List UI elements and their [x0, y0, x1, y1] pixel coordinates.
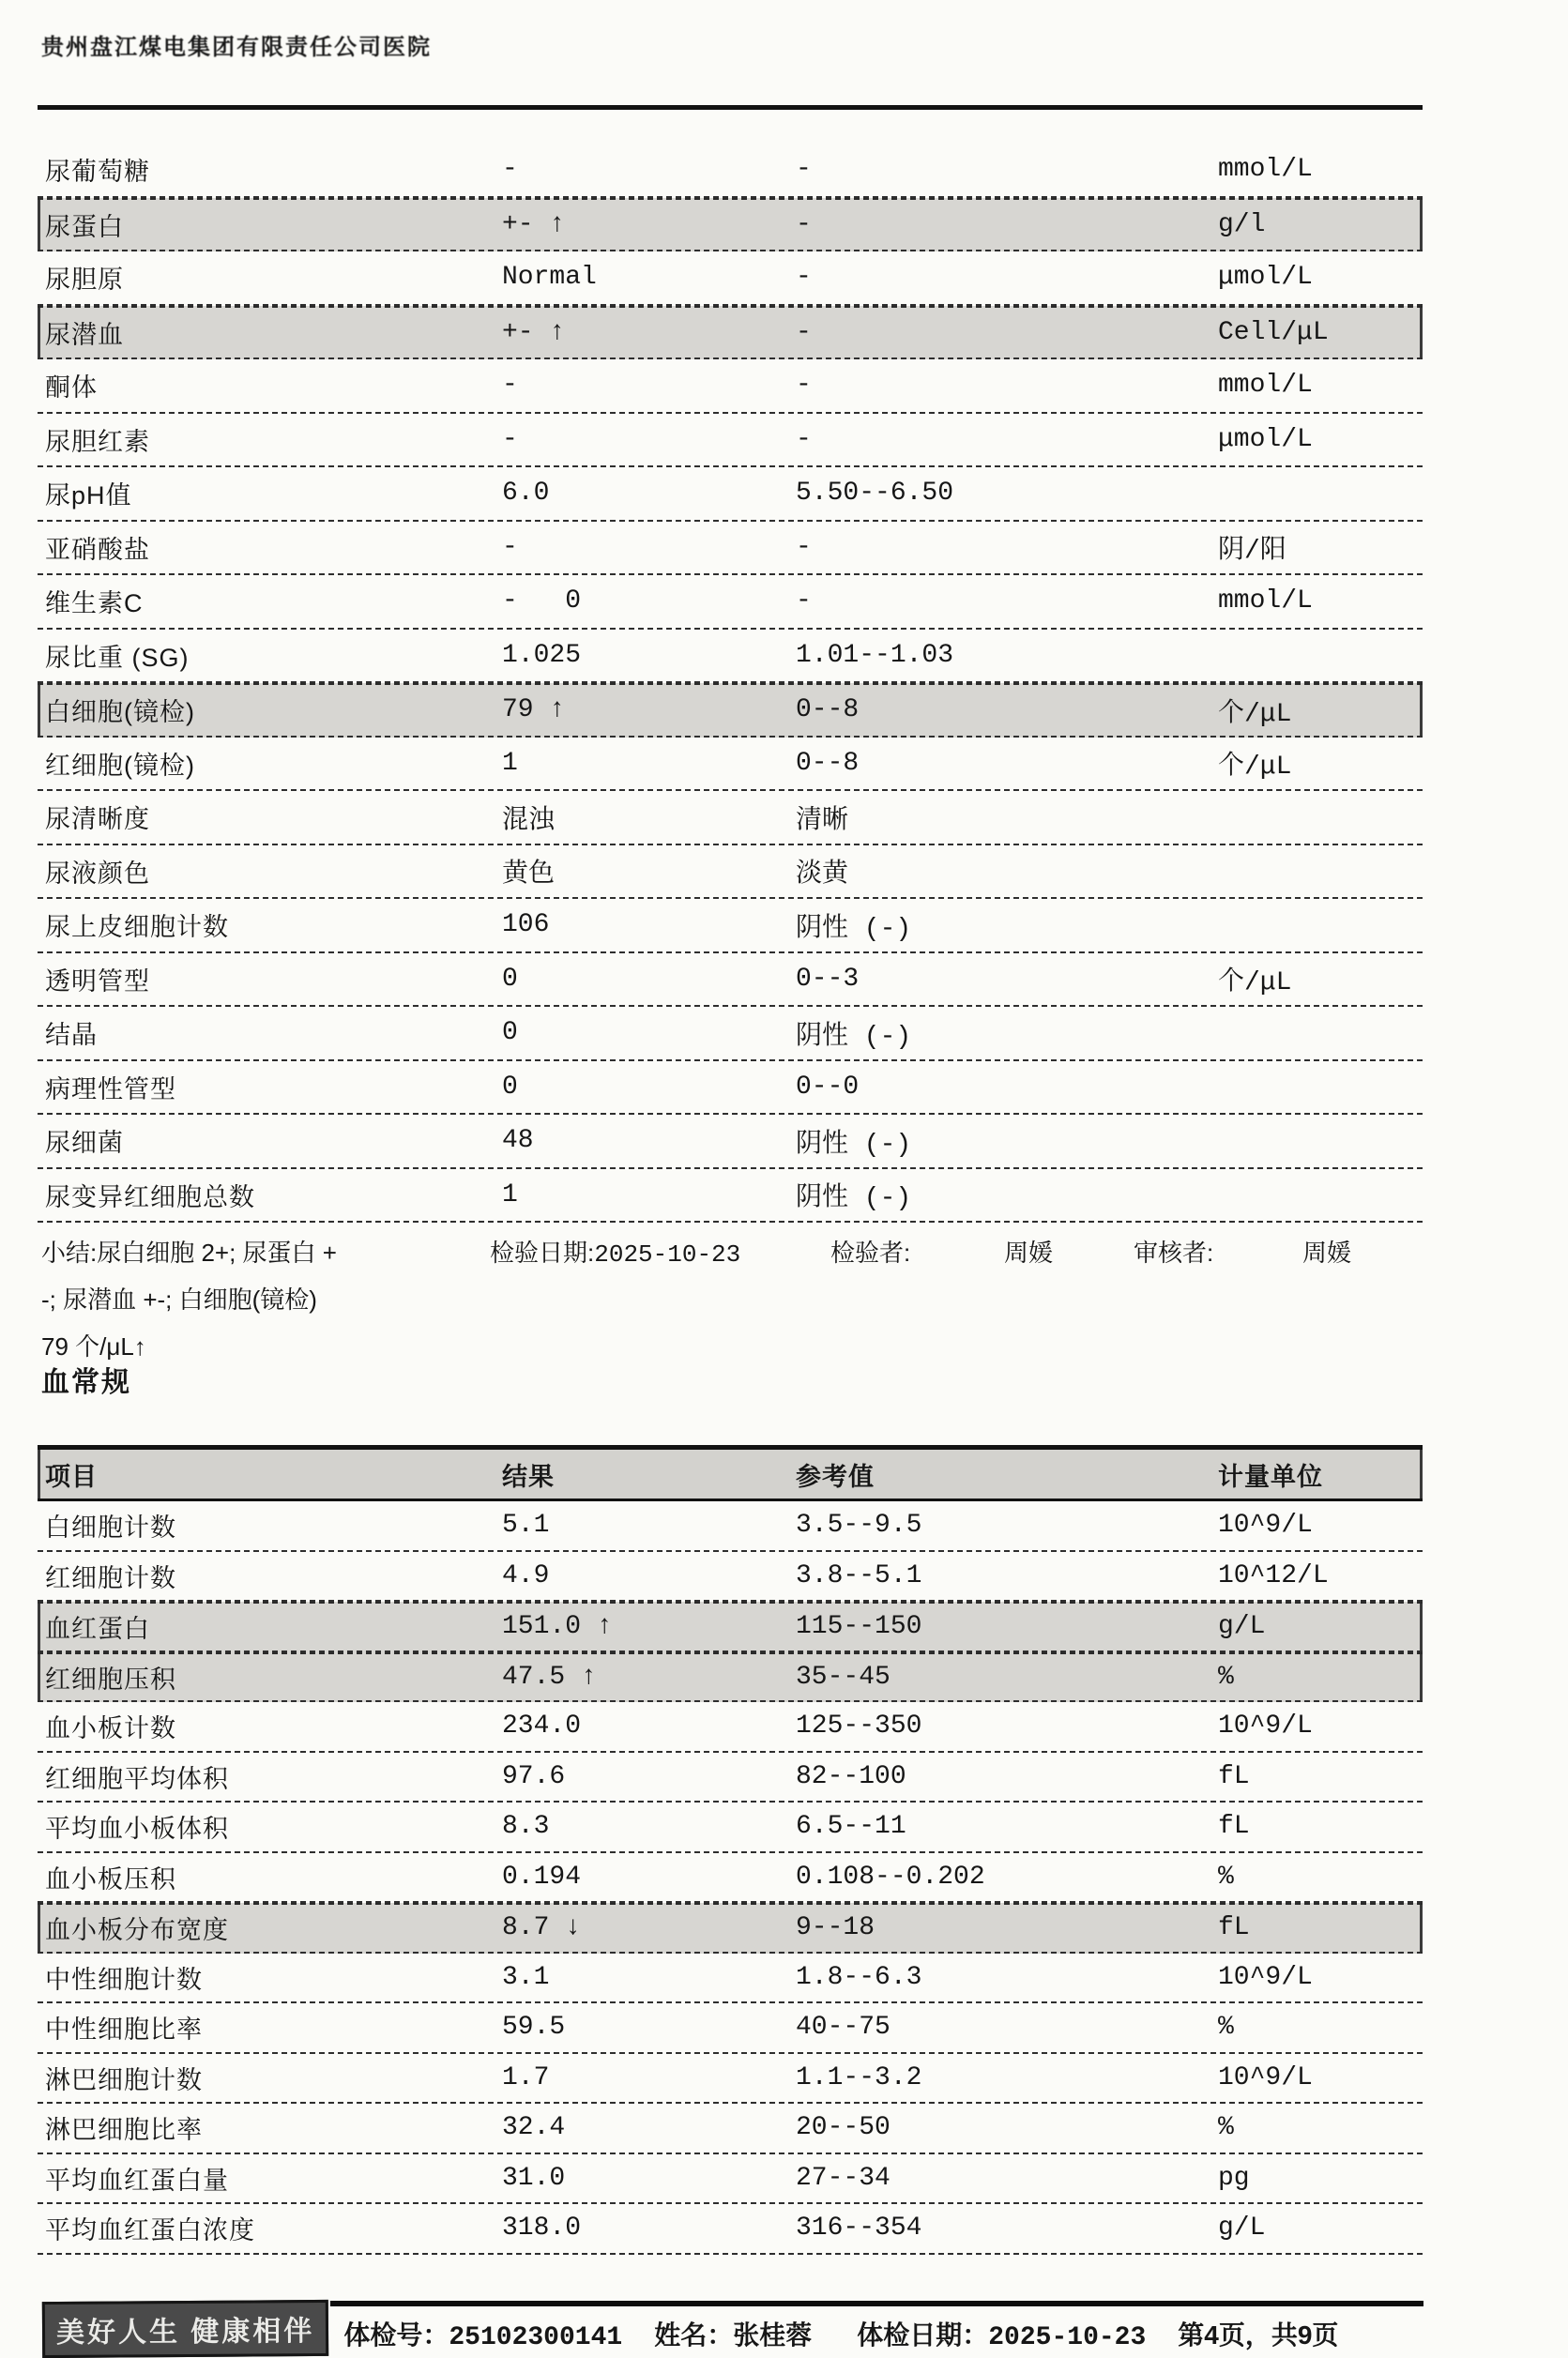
footer — [42, 2301, 1423, 2357]
table-row — [38, 683, 1423, 738]
item-cell: 病理性管型 — [45, 1074, 176, 1103]
item-cell: 平均血红蛋白量 — [45, 2166, 229, 2195]
item-cell: 红细胞计数 — [45, 1563, 176, 1592]
unit-cell: 10^12/L — [1218, 1560, 1329, 1590]
ref-cell: 115--150 — [796, 1612, 922, 1642]
summary-line: -; 尿潜血 +-; 白细胞(镜检) — [41, 1285, 317, 1314]
ref-cell: - — [796, 532, 812, 562]
result-cell: 48 — [502, 1126, 534, 1156]
table-row — [38, 306, 1423, 360]
summary-line: 79 个/μL↑ — [41, 1332, 146, 1361]
blood-header-row — [38, 1450, 1423, 1501]
urine-table — [38, 105, 1423, 1223]
tester-name: 周媛 — [1004, 1239, 1054, 1267]
result-cell: 8.7 ↓ — [502, 1913, 582, 1943]
table-row — [38, 2204, 1423, 2255]
header-cell-ref: 参考值 — [796, 1462, 875, 1491]
ref-cell: 淡黄 — [796, 860, 849, 890]
table-row — [38, 1007, 1423, 1061]
test-date-value: 2025-10-23 — [594, 1240, 741, 1269]
ref-cell: 1.01--1.03 — [796, 640, 954, 670]
ref-cell: 125--350 — [796, 1711, 922, 1742]
result-cell: 234.0 — [502, 1711, 582, 1742]
table-row — [38, 1169, 1423, 1224]
item-cell: 尿胆原 — [45, 266, 124, 295]
result-cell: - 0 — [502, 586, 582, 616]
ref-cell: 0--8 — [796, 695, 860, 725]
item-cell: 结晶 — [45, 1021, 98, 1050]
result-cell: +- ↑ — [502, 317, 566, 347]
table-row — [38, 2054, 1423, 2105]
footer-exam-no-value: 25102300141 — [449, 2323, 623, 2352]
unit-cell: g/L — [1218, 2213, 1266, 2244]
result-cell: 0 — [502, 1072, 518, 1102]
unit-cell: mmol/L — [1218, 586, 1313, 616]
summary-text — [41, 1229, 492, 1370]
table-row — [38, 2154, 1423, 2205]
item-cell: 淋巴细胞计数 — [45, 2065, 203, 2094]
footer-slogan-badge: 美好人生 健康相伴 — [42, 2300, 329, 2358]
result-cell: 混浊 — [502, 806, 556, 836]
item-cell: 中性细胞计数 — [45, 1965, 203, 1994]
item-cell: 淋巴细胞比率 — [45, 2116, 203, 2145]
header-rule — [38, 105, 1423, 110]
table-row — [38, 1853, 1423, 1904]
item-cell: 尿比重 (SG) — [45, 643, 190, 672]
result-cell: 5.1 — [502, 1511, 550, 1541]
item-cell: 血小板分布宽度 — [45, 1916, 229, 1945]
result-cell: 1.7 — [502, 2062, 550, 2092]
header-cell-unit: 计量单位 — [1218, 1462, 1323, 1491]
header-cell-item: 项目 — [45, 1462, 98, 1491]
table-row — [38, 144, 1423, 198]
test-date-label: 检验日期: — [490, 1239, 595, 1267]
item-cell: 红细胞(镜检) — [45, 751, 195, 780]
result-cell: - — [502, 371, 518, 401]
footer-exam-no-label: 体检号： — [343, 2320, 449, 2350]
result-cell: 黄色 — [502, 860, 556, 890]
result-cell: 151.0 ↑ — [502, 1612, 613, 1642]
footer-date-label: 体检日期： — [857, 2320, 989, 2350]
table-row — [38, 1803, 1423, 1853]
item-cell: 平均血小板体积 — [45, 1815, 229, 1844]
table-row — [38, 953, 1423, 1008]
footer-info — [330, 2301, 1423, 2357]
result-cell: 59.5 — [502, 2013, 566, 2043]
ref-cell: 5.50--6.50 — [796, 479, 954, 509]
item-cell: 尿潜血 — [45, 320, 124, 349]
unit-cell: 个/μL — [1218, 968, 1292, 998]
footer-exam-date — [857, 2315, 1146, 2352]
ref-cell: - — [796, 263, 812, 293]
result-cell: 4.9 — [502, 1560, 550, 1590]
result-cell: 97.6 — [502, 1761, 566, 1791]
unit-cell: % — [1218, 1862, 1234, 1892]
footer-date-value: 2025-10-23 — [988, 2323, 1147, 2352]
table-row — [38, 1954, 1423, 2004]
item-cell: 尿清晰度 — [45, 805, 150, 834]
item-cell: 尿细菌 — [45, 1129, 124, 1158]
result-cell: 0 — [502, 1018, 518, 1048]
table-row — [38, 1753, 1423, 1803]
blood-table-rows — [38, 1501, 1423, 2255]
unit-cell: % — [1218, 1662, 1234, 1692]
result-cell: 106 — [502, 910, 550, 940]
unit-cell: fL — [1218, 1913, 1250, 1943]
result-cell: 6.0 — [502, 479, 550, 509]
item-cell: 尿pH值 — [45, 481, 132, 510]
result-cell: 1 — [502, 1179, 518, 1209]
tester-label: 检验者: — [830, 1239, 911, 1267]
unit-cell: 10^9/L — [1218, 1711, 1313, 1742]
ref-cell: 阴性 (-) — [796, 1184, 912, 1214]
item-cell: 尿蛋白 — [45, 212, 124, 241]
ref-cell: 1.1--3.2 — [796, 2062, 922, 2092]
ref-cell: 0.108--0.202 — [796, 1862, 985, 1892]
unit-cell: 10^9/L — [1218, 1962, 1313, 1992]
item-cell: 血红蛋白 — [45, 1615, 150, 1644]
table-row — [38, 1702, 1423, 1753]
result-cell: 0.194 — [502, 1862, 582, 1892]
ref-cell: - — [796, 317, 812, 347]
unit-cell: mmol/L — [1218, 155, 1313, 185]
result-cell: 0 — [502, 964, 518, 994]
table-row — [38, 251, 1423, 306]
ref-cell: 0--8 — [796, 748, 860, 778]
table-row — [38, 467, 1423, 522]
footer-exam-no — [343, 2315, 622, 2352]
table-row — [38, 899, 1423, 953]
ref-cell: 9--18 — [796, 1913, 875, 1943]
ref-cell: - — [796, 586, 812, 616]
result-cell: 8.3 — [502, 1812, 550, 1842]
item-cell: 维生素C — [45, 589, 144, 618]
item-cell: 中性细胞比率 — [45, 2016, 203, 2045]
table-row — [38, 198, 1423, 252]
unit-cell: fL — [1218, 1812, 1250, 1842]
table-row — [38, 845, 1423, 900]
item-cell: 尿变异红细胞总数 — [45, 1182, 255, 1211]
unit-cell: pg — [1218, 2163, 1250, 2193]
result-cell: 3.1 — [502, 1962, 550, 1992]
ref-cell: 40--75 — [796, 2013, 891, 2043]
item-cell: 白细胞计数 — [45, 1514, 176, 1543]
reviewer-name: 周媛 — [1302, 1239, 1352, 1267]
unit-cell: μmol/L — [1218, 424, 1313, 454]
table-row — [38, 2003, 1423, 2054]
unit-cell: Cell/μL — [1218, 317, 1329, 347]
table-row — [38, 1652, 1423, 1703]
item-cell: 尿胆红素 — [45, 427, 150, 456]
unit-cell: 10^9/L — [1218, 2062, 1313, 2092]
hospital-name: 贵州盘江煤电集团有限责任公司医院 — [41, 35, 432, 60]
urine-table-rows — [38, 144, 1423, 1223]
test-date — [490, 1229, 740, 1276]
ref-cell: 82--100 — [796, 1761, 906, 1791]
result-cell: +- ↑ — [502, 209, 566, 239]
item-cell: 白细胞(镜检) — [45, 698, 195, 727]
item-cell: 尿上皮细胞计数 — [45, 913, 229, 942]
ref-cell: 阴性 (-) — [796, 1130, 912, 1160]
result-cell: - — [502, 532, 518, 562]
table-row — [38, 1115, 1423, 1169]
table-row — [38, 522, 1423, 576]
result-cell: 1 — [502, 748, 518, 778]
ref-cell: 27--34 — [796, 2163, 891, 2193]
header-cell-result: 结果 — [502, 1462, 555, 1491]
table-row — [38, 414, 1423, 468]
item-cell: 亚硝酸盐 — [45, 535, 150, 564]
result-cell: - — [502, 155, 518, 185]
item-cell: 尿液颜色 — [45, 859, 150, 888]
unit-cell: 个/μL — [1218, 753, 1292, 783]
ref-cell: 1.8--6.3 — [796, 1962, 922, 1992]
ref-cell: - — [796, 424, 812, 454]
ref-cell: 0--0 — [796, 1072, 860, 1102]
result-cell: Normal — [502, 263, 597, 293]
table-row — [38, 738, 1423, 792]
reviewer-label: 审核者: — [1134, 1239, 1214, 1267]
footer-name-value: 张桂蓉 — [733, 2320, 813, 2350]
ref-cell: 6.5--11 — [796, 1812, 906, 1842]
footer-page-number: 第4页，共9页 — [1178, 2320, 1339, 2350]
result-cell: 1.025 — [502, 640, 582, 670]
item-cell: 酮体 — [45, 373, 98, 403]
ref-cell: - — [796, 209, 812, 239]
footer-patient-name — [654, 2315, 812, 2352]
table-row — [38, 1061, 1423, 1116]
item-cell: 透明管型 — [45, 966, 150, 996]
unit-cell: % — [1218, 2113, 1234, 2143]
unit-cell: % — [1218, 2013, 1234, 2043]
item-cell: 平均血红蛋白浓度 — [45, 2216, 255, 2245]
unit-cell: g/L — [1218, 1612, 1266, 1642]
unit-cell: 阴/阳 — [1218, 537, 1286, 567]
result-cell: - — [502, 424, 518, 454]
table-row — [38, 630, 1423, 684]
item-cell: 红细胞压积 — [45, 1665, 176, 1694]
result-cell: 31.0 — [502, 2163, 566, 2193]
ref-cell: 清晰 — [796, 806, 849, 836]
blood-table — [38, 1445, 1423, 2255]
ref-cell: 3.5--9.5 — [796, 1511, 922, 1541]
table-row — [38, 359, 1423, 414]
table-row — [38, 1501, 1423, 1552]
table-row — [38, 1552, 1423, 1603]
footer-name-label: 姓名： — [654, 2320, 734, 2350]
unit-cell: mmol/L — [1218, 371, 1313, 401]
table-row — [38, 791, 1423, 845]
table-row — [38, 1602, 1423, 1652]
ref-cell: - — [796, 371, 812, 401]
ref-cell: 316--354 — [796, 2213, 922, 2244]
blood-section-title: 血常规 — [41, 1367, 131, 1398]
result-cell: 47.5 ↑ — [502, 1662, 597, 1692]
ref-cell: 35--45 — [796, 1662, 891, 1692]
unit-cell: g/l — [1218, 209, 1266, 239]
table-row — [38, 2104, 1423, 2154]
result-cell: 32.4 — [502, 2113, 566, 2143]
ref-cell: 阴性 (-) — [796, 1022, 912, 1052]
table-row — [38, 575, 1423, 630]
result-cell: 79 ↑ — [502, 695, 566, 725]
result-cell: 318.0 — [502, 2213, 582, 2244]
ref-cell: 0--3 — [796, 964, 860, 994]
ref-cell: 3.8--5.1 — [796, 1560, 922, 1590]
item-cell: 血小板压积 — [45, 1864, 176, 1894]
unit-cell: μmol/L — [1218, 263, 1313, 293]
unit-cell: fL — [1218, 1761, 1250, 1791]
item-cell: 红细胞平均体积 — [45, 1764, 229, 1793]
item-cell: 血小板计数 — [45, 1714, 176, 1743]
ref-cell: - — [796, 155, 812, 185]
item-cell: 尿葡萄糖 — [45, 158, 150, 187]
table-row — [38, 1903, 1423, 1954]
unit-cell: 10^9/L — [1218, 1511, 1313, 1541]
ref-cell: 20--50 — [796, 2113, 891, 2143]
summary-line: 小结:尿白细胞 2+; 尿蛋白 + — [41, 1239, 337, 1267]
ref-cell: 阴性 (-) — [796, 914, 912, 944]
unit-cell: 个/μL — [1218, 699, 1292, 729]
